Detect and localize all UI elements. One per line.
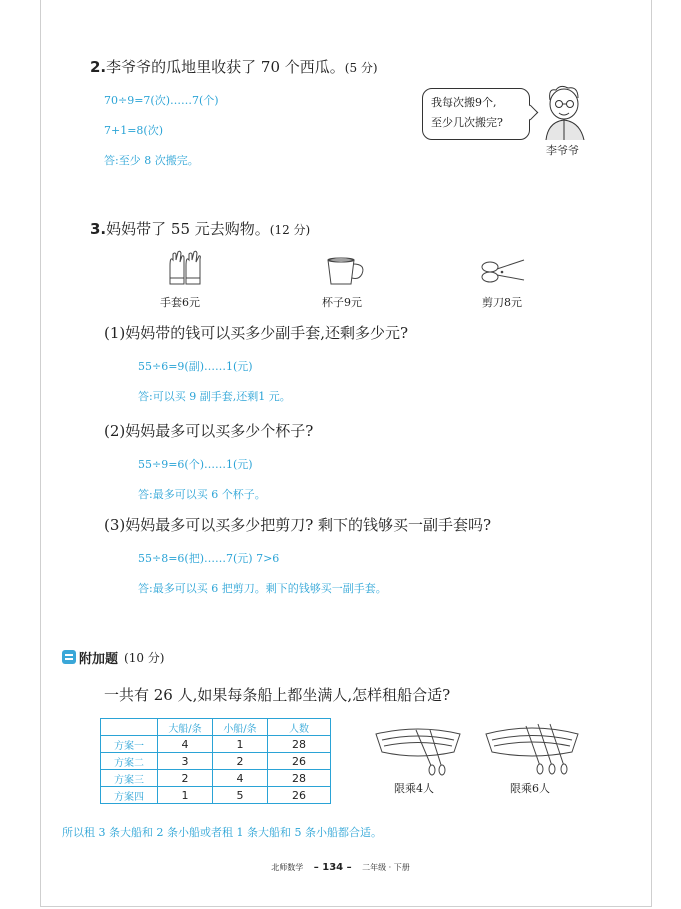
bonus-tag-label: 附加题	[79, 651, 119, 667]
cup-icon	[326, 256, 368, 286]
small-boat-label: 限乘4人	[394, 782, 434, 795]
large-boat-icon	[482, 718, 582, 776]
item-label-gloves: 手套6元	[160, 296, 200, 309]
bonus-tag	[62, 648, 164, 666]
plan-table	[100, 718, 331, 804]
q2-answer-line1: 70÷9=7(次)……7(个)	[104, 94, 219, 107]
small-boat-icon	[372, 722, 464, 776]
speech-bubble	[422, 88, 530, 140]
bonus-score: (10 分)	[124, 650, 165, 665]
q3-sub3-question: (3)妈妈最多可以买多少把剪刀? 剩下的钱够买一副手套吗?	[104, 516, 492, 534]
q3-heading	[90, 218, 310, 239]
q3-sub1-answer-text: 答:可以买 9 副手套,还剩1 元。	[138, 390, 291, 403]
q2-answer-line2: 7+1=8(次)	[104, 124, 164, 137]
table-cell: 4	[158, 736, 213, 753]
footer	[0, 862, 681, 873]
q3-sub2-answer-calc: 55÷9=6(个)……1(元)	[138, 458, 253, 471]
plan-table-header	[101, 719, 331, 736]
q2-number: 2.	[90, 58, 107, 76]
grandpa-icon	[540, 84, 590, 140]
q2-score: (5 分)	[344, 61, 378, 75]
table-cell: 1	[158, 787, 213, 804]
table-cell: 3	[158, 753, 213, 770]
q2-text: 李爷爷的瓜地里收获了 70 个西瓜。	[106, 58, 345, 76]
q3-score: (12 分)	[269, 223, 311, 237]
table-row	[101, 770, 331, 787]
item-label-scissors: 剪刀8元	[482, 296, 522, 309]
q3-number: 3.	[90, 220, 107, 238]
q3-sub1-question: (1)妈妈带的钱可以买多少副手套,还剩多少元?	[104, 324, 409, 342]
table-row	[101, 787, 331, 804]
table-cell: 26	[268, 753, 331, 770]
gloves-icon	[166, 250, 206, 286]
q3-sub3-answer-text: 答:最多可以买 6 把剪刀。剩下的钱够买一副手套。	[138, 582, 387, 595]
table-cell: 2	[158, 770, 213, 787]
table-row	[101, 736, 331, 753]
grandpa-label: 李爷爷	[546, 144, 579, 157]
table-header-cell: 大船/条	[158, 719, 213, 736]
q3-sub1-answer-calc: 55÷6=9(副)……1(元)	[138, 360, 253, 373]
bubble-line1: 我每次搬9个,	[431, 96, 497, 109]
footer-grade: 二年级 · 下册	[362, 863, 410, 872]
table-header-cell: 人数	[268, 719, 331, 736]
table-cell: 方案四	[101, 787, 158, 804]
bonus-icon	[62, 650, 76, 664]
q3-sub3-answer-calc: 55÷8=6(把)……7(元) 7>6	[138, 552, 280, 565]
large-boat-label: 限乘6人	[510, 782, 550, 795]
footer-page-number: – 134 –	[313, 862, 352, 873]
bubble-line2: 至少几次搬完?	[431, 116, 503, 129]
table-header-cell: 小船/条	[213, 719, 268, 736]
table-header-cell	[101, 719, 158, 736]
scissors-icon	[480, 258, 526, 284]
table-cell: 26	[268, 787, 331, 804]
table-row	[101, 753, 331, 770]
q3-sub2-answer-text: 答:最多可以买 6 个杯子。	[138, 488, 266, 501]
bonus-answer-text: 所以租 3 条大船和 2 条小船或者租 1 条大船和 5 条小船都合适。	[62, 826, 382, 839]
table-cell: 28	[268, 770, 331, 787]
table-cell: 方案二	[101, 753, 158, 770]
table-cell: 28	[268, 736, 331, 753]
bonus-question: 一共有 26 人,如果每条船上都坐满人,怎样租船合适?	[104, 686, 451, 704]
table-cell: 5	[213, 787, 268, 804]
q3-text: 妈妈带了 55 元去购物。	[106, 220, 270, 238]
table-cell: 1	[213, 736, 268, 753]
table-cell: 4	[213, 770, 268, 787]
item-label-cup: 杯子9元	[322, 296, 362, 309]
table-cell: 方案三	[101, 770, 158, 787]
footer-publisher: 北师数学	[271, 863, 304, 872]
table-cell: 方案一	[101, 736, 158, 753]
q2-heading	[90, 56, 378, 77]
q3-sub2-question: (2)妈妈最多可以买多少个杯子?	[104, 422, 314, 440]
table-cell: 2	[213, 753, 268, 770]
q2-answer-text: 答:至少 8 次搬完。	[104, 154, 199, 167]
